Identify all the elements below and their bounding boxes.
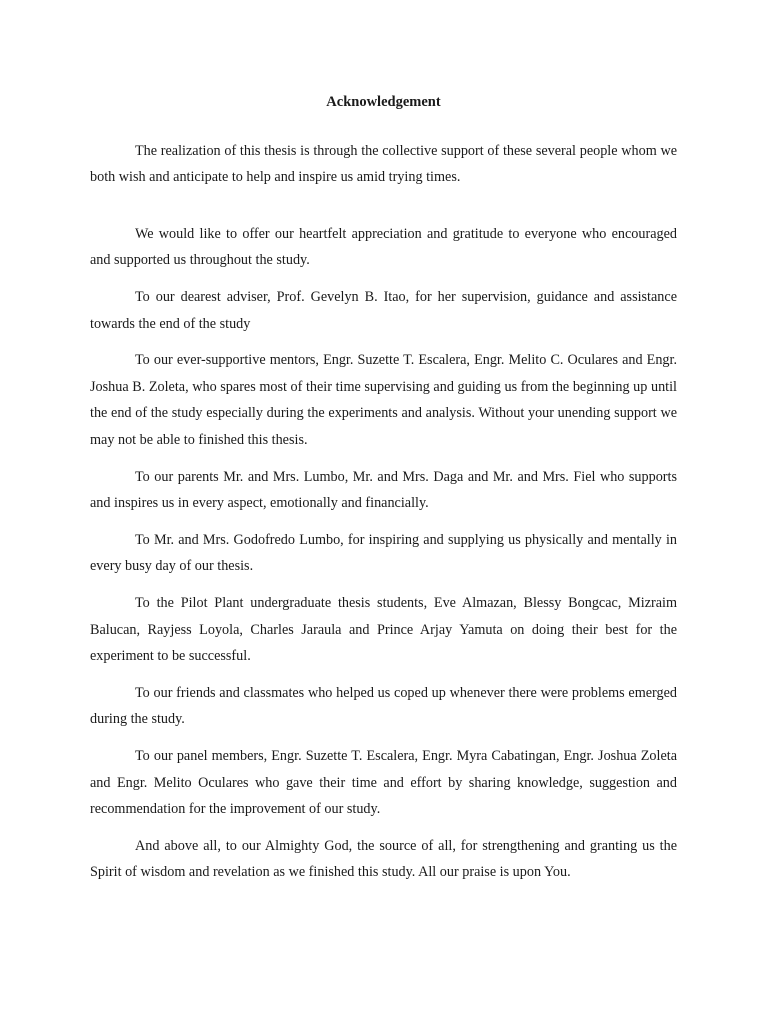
paragraph-panel: To our panel members, Engr. Suzette T. Escalera, Engr. Myra Cabatingan, Engr. Joshua Zoleta and Engr. Melito Oculares who gave their time and effort by sharing knowledge, suggestion and recommendation for the improvement of our study.: [90, 748, 677, 818]
paragraph-lumbo: To Mr. and Mrs. Godofredo Lumbo, for inspiring and supplying us physically and mentally in every busy day of our thesis.: [90, 531, 677, 575]
paragraph-friends: To our friends and classmates who helped us coped up whenever there were problems emerged during the study.: [90, 684, 677, 728]
paragraph-parents: To our parents Mr. and Mrs. Lumbo, Mr. and Mrs. Daga and Mr. and Mrs. Fiel who supports and inspires us in every aspect, emotionally and financially.: [90, 468, 677, 511]
paragraph-gratitude: We would like to offer our heartfelt appreciation and gratitude to everyone who encouraged and supported us throughout the study.: [90, 225, 677, 269]
paragraph-pilot-plant: To the Pilot Plant undergraduate thesis students, Eve Almazan, Blessy Bongcac, Mizraim Balucan, Rayjess Loyola, Charles Jaraula and Prince Arjay Yamuta on doing their best for the experiment to be successful.: [90, 595, 677, 664]
paragraph-adviser: To our dearest adviser, Prof. Gevelyn B. Itao, for her supervision, guidance and assistance towards the end of the study: [90, 289, 677, 332]
page-title: Acknowledgement: [326, 94, 441, 110]
paragraph-mentors: To our ever-supportive mentors, Engr. Suzette T. Escalera, Engr. Melito C. Oculares and Engr. Joshua B. Zoleta, who spares most of their time supervising and guiding us from the beginning up until the end of the study especially during the experiments and analysis. Without your unending support we may not be able to finished this thesis.: [90, 352, 677, 448]
document-page: [90, 90, 677, 896]
paragraph-intro: The realization of this thesis is through the collective support of these several people whom we both wish and anticipate to help and inspire us amid trying times.: [90, 143, 677, 186]
paragraph-god: And above all, to our Almighty God, the source of all, for strengthening and granting us the Spirit of wisdom and revelation as we finished this study. All our praise is upon You.: [90, 837, 677, 881]
